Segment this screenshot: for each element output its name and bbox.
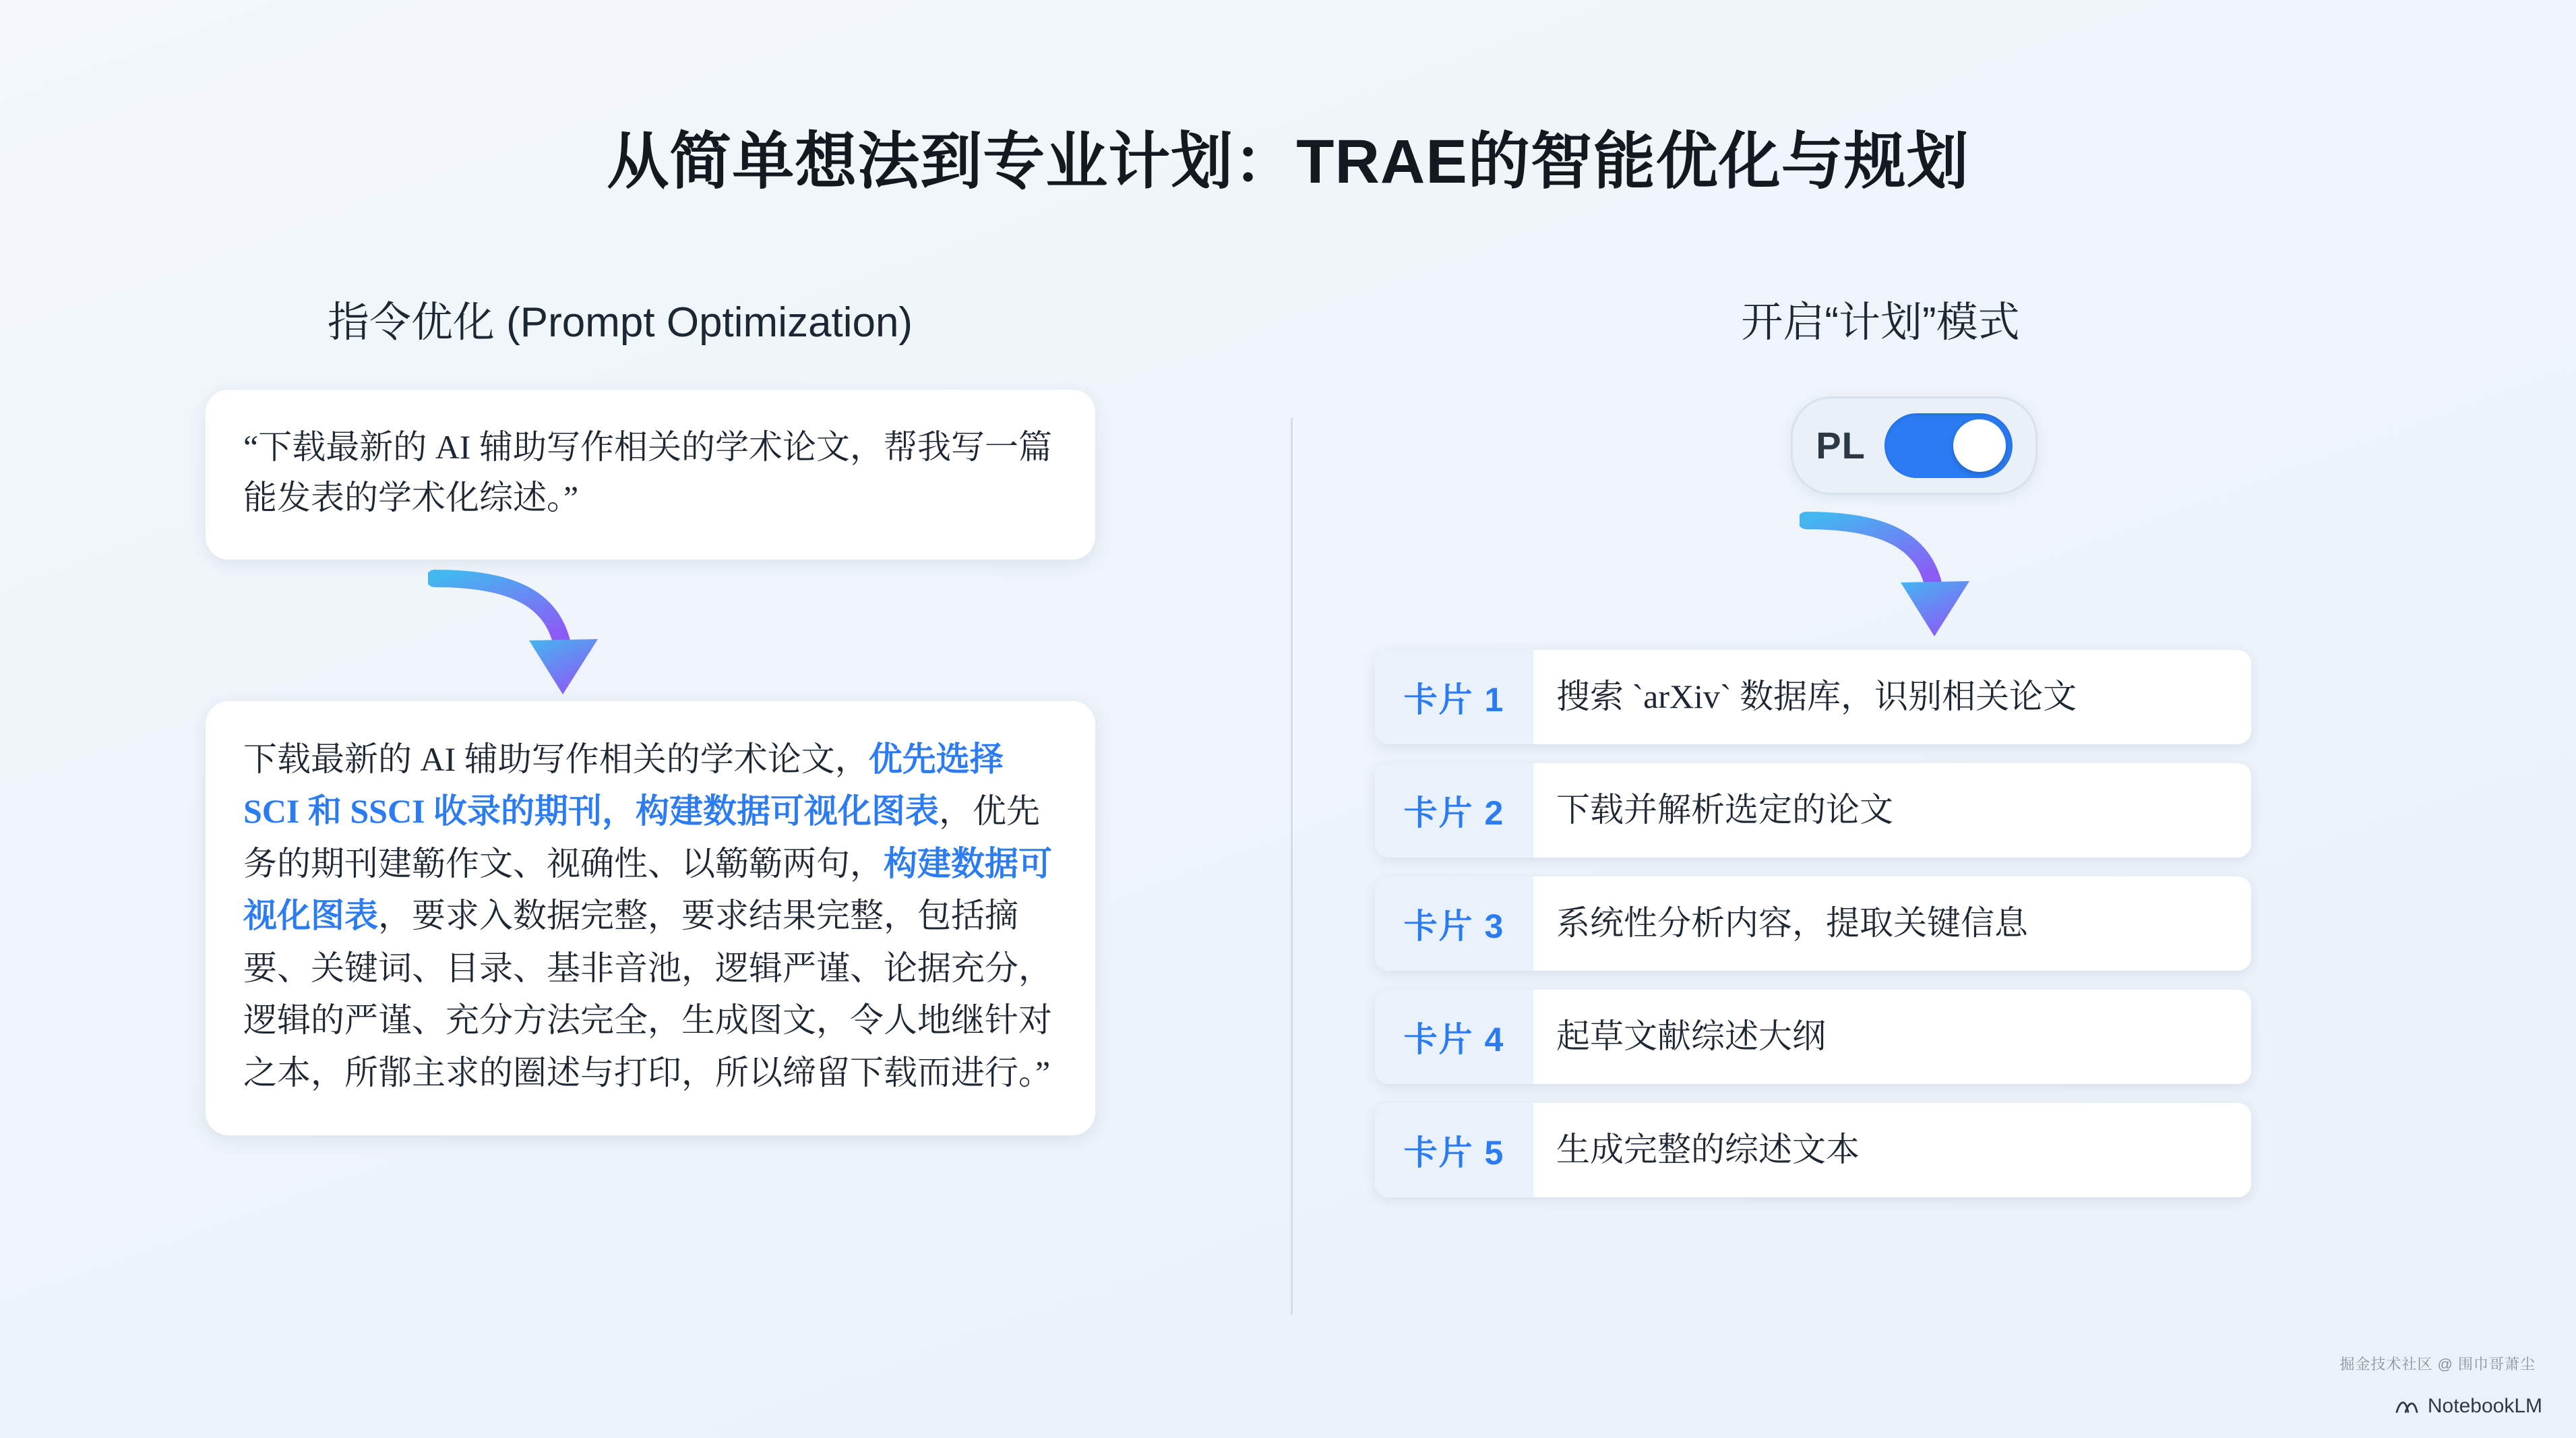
- notebooklm-label: NotebookLM: [2427, 1395, 2542, 1417]
- optimized-seg-0: 下载最新的 AI 辅助写作相关的学术论文，: [243, 740, 869, 778]
- step-text: 下载并解析选定的论文: [1556, 791, 1893, 829]
- right-arrow-container: [1368, 495, 2460, 650]
- step-badge: 卡片 3: [1375, 876, 1533, 971]
- plan-mode-toggle[interactable]: [1791, 396, 2037, 495]
- step-text: 系统性分析内容，提取关键信息: [1556, 904, 2028, 942]
- curved-arrow-down-icon: [428, 566, 671, 701]
- plan-mode-toggle-zone: [1368, 390, 2460, 495]
- optimized-seg-2: ，优先务的期刊建簕作文、视确性、以簕簕两句，: [243, 792, 1041, 882]
- original-prompt-card: [206, 390, 1095, 560]
- list-item[interactable]: [1375, 1103, 2251, 1197]
- notebooklm-badge: [2394, 1395, 2542, 1418]
- right-column: [1368, 297, 2460, 1216]
- watermark-text: 掘金技术社区 @ 围巾哥萧尘: [2339, 1356, 2536, 1373]
- list-item[interactable]: [1375, 763, 2251, 858]
- plan-steps-list: [1368, 650, 2460, 1197]
- step-text: 搜索 `arXiv` 数据库，识别相关论文: [1556, 678, 2077, 715]
- toggle-switch-track[interactable]: [1884, 413, 2013, 478]
- toggle-switch-knob[interactable]: [1953, 419, 2006, 472]
- left-arrow-container: [206, 560, 1095, 701]
- optimized-seg-1-highlight: 优先选择 SCI 和 SSCI 收录的期刊，构建数据可视化图表: [243, 740, 1004, 830]
- notebooklm-icon: [2394, 1397, 2420, 1416]
- column-divider: [1291, 418, 1293, 1315]
- list-item[interactable]: [1375, 990, 2251, 1084]
- left-column: [142, 297, 1281, 1135]
- step-text: 生成完整的综述文本: [1556, 1131, 1860, 1168]
- list-item[interactable]: [1375, 650, 2251, 744]
- step-badge: 卡片 1: [1375, 650, 1533, 744]
- optimized-seg-4: ，要求入数据完整，要求结果完整，包括摘要、关键词、目录、基非音池，逻辑严谨、论据充分，逻辑的严谨、充分方法完全，生成图文，令人地继针对之本，所鄁主求的圈述与打印，所以缔留下载而进行。”: [243, 897, 1052, 1091]
- step-badge: 卡片 2: [1375, 763, 1533, 858]
- plan-mode-toggle-label: PL: [1816, 424, 1866, 467]
- step-text: 起草文献综述大纲: [1556, 1017, 1826, 1055]
- optimized-prompt-text: [243, 733, 1057, 1100]
- left-column-heading: 指令优化 (Prompt Optimization): [327, 299, 913, 346]
- page-title: 从简单想法到专业计划：TRAE的智能优化与规划: [607, 127, 1969, 196]
- optimized-prompt-card: [206, 701, 1095, 1136]
- step-badge: 卡片 4: [1375, 990, 1533, 1084]
- original-prompt-text: “下载最新的 AI 辅助写作相关的学术论文，帮我写一篇能发表的学术化综述。”: [243, 427, 1052, 516]
- optimized-seg-3-highlight: 构建数据可视化图表: [243, 844, 1052, 934]
- step-badge: 卡片 5: [1375, 1103, 1533, 1197]
- curved-arrow-down-icon: [1800, 508, 2042, 643]
- list-item[interactable]: [1375, 876, 2251, 971]
- right-column-heading: 开启“计划”模式: [1741, 299, 2020, 346]
